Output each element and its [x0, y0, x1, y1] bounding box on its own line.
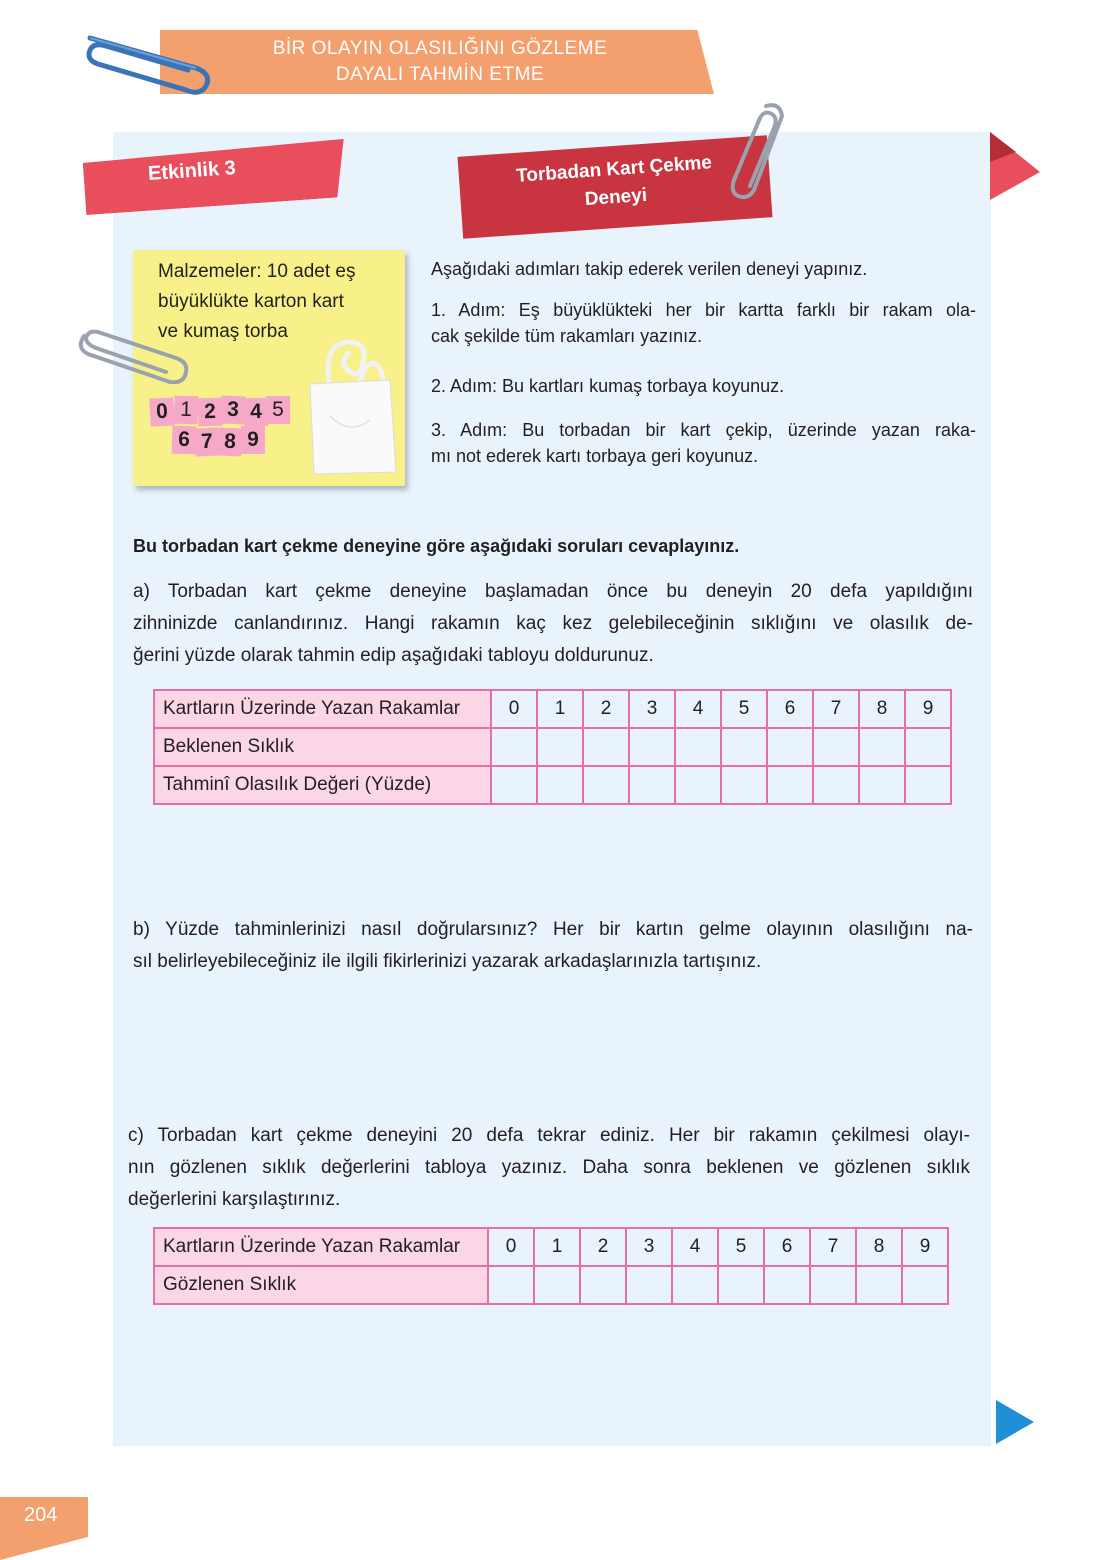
digit-cell: 3: [626, 1228, 672, 1266]
table-row: [154, 728, 951, 766]
number-card: 1: [174, 396, 199, 425]
paperclip-icon: [74, 324, 194, 384]
question-a: [133, 576, 973, 672]
experiment-title-line1: Torbadan Kart Çekme: [515, 152, 713, 187]
materials-text: [158, 257, 398, 347]
answer-cell[interactable]: [491, 728, 537, 766]
section-title: [200, 36, 680, 88]
instructions-step1: [431, 297, 976, 349]
step1-line2: cak şekilde tüm rakamları yazınız.: [431, 326, 703, 346]
digit-cell: 7: [810, 1228, 856, 1266]
instructions-step2: 2. Adım: Bu kartları kumaş torbaya koyunuz.: [431, 376, 785, 396]
digit-cell: 6: [767, 690, 813, 728]
section-title-line2: DAYALI TAHMİN ETME: [335, 64, 545, 85]
answer-cell[interactable]: [856, 1266, 902, 1304]
answer-cell[interactable]: [583, 728, 629, 766]
observed-frequency-label: Gözlenen Sıklık: [154, 1266, 488, 1304]
digit-cell: 3: [629, 690, 675, 728]
expected-frequency-table: [153, 689, 952, 805]
answer-cell[interactable]: [859, 766, 905, 804]
step1-line1: 1. Adım: Eş büyüklükteki her bir kartta farklı bir rakam ola-: [431, 300, 976, 320]
answer-cell[interactable]: [580, 1266, 626, 1304]
answer-cell[interactable]: [537, 728, 583, 766]
digit-cell: 1: [534, 1228, 580, 1266]
activity-tab-label: Etkinlik 3: [147, 156, 237, 186]
question-a-line2: zihninizde canlandırınız. Hangi rakamın kaç kez gelebileceğinin sıklığını ve olasılık de-: [133, 613, 973, 634]
answer-cell[interactable]: [721, 728, 767, 766]
table-row: [154, 1228, 948, 1266]
digit-cell: 6: [764, 1228, 810, 1266]
answer-cell[interactable]: [626, 1266, 672, 1304]
answer-cell[interactable]: [767, 728, 813, 766]
answer-cell[interactable]: [905, 728, 951, 766]
answer-cell[interactable]: [583, 766, 629, 804]
instructions-intro: Aşağıdaki adımları takip ederek verilen deneyi yapınız.: [431, 259, 868, 279]
digit-cell: 7: [813, 690, 859, 728]
estimated-probability-label: Tahminî Olasılık Değeri (Yüzde): [154, 766, 491, 804]
answer-cell[interactable]: [813, 766, 859, 804]
digit-cell: 8: [859, 690, 905, 728]
answer-cell[interactable]: [813, 728, 859, 766]
page-number-tab: [0, 1537, 88, 1560]
number-card: 0: [149, 397, 174, 426]
number-card: 5: [266, 396, 290, 424]
answer-cell[interactable]: [629, 728, 675, 766]
answer-cell[interactable]: [491, 766, 537, 804]
questions-heading: Bu torbadan kart çekme deneyine göre aşağıdaki soruları cevaplayınız.: [133, 536, 740, 556]
table-row: [154, 690, 951, 728]
answer-cell[interactable]: [902, 1266, 948, 1304]
answer-cell[interactable]: [629, 766, 675, 804]
corner-ribbon: [990, 132, 1040, 200]
number-card: 9: [241, 426, 265, 454]
table-row: [154, 766, 951, 804]
question-c: [128, 1120, 970, 1216]
question-c-line1: c) Torbadan kart çekme deneyini 20 defa tekrar ediniz. Her bir rakamın çekilmesi olayı-: [128, 1125, 970, 1146]
digit-cell: 4: [675, 690, 721, 728]
digit-cell: 8: [856, 1228, 902, 1266]
digit-cell: 2: [583, 690, 629, 728]
answer-cell[interactable]: [810, 1266, 856, 1304]
page-number: 204: [0, 1497, 88, 1537]
answer-cell[interactable]: [672, 1266, 718, 1304]
answer-cell[interactable]: [905, 766, 951, 804]
number-card: 8: [217, 427, 242, 456]
next-page-arrow-icon[interactable]: [994, 1400, 1034, 1444]
table-header-cell: Kartların Üzerinde Yazan Rakamlar: [154, 1228, 488, 1266]
answer-cell[interactable]: [764, 1266, 810, 1304]
digit-cell: 0: [491, 690, 537, 728]
digit-cell: 5: [721, 690, 767, 728]
question-b-line1: b) Yüzde tahminlerinizi nasıl doğrularsınız? Her bir kartın gelme olayının olasılığını na-: [133, 919, 973, 940]
question-b-line2: sıl belirleyebileceğiniz ile ilgili fikirlerinizi yazarak arkadaşlarınızla tartışınız.: [133, 951, 762, 972]
answer-cell[interactable]: [718, 1266, 764, 1304]
question-c-line3: değerlerini karşılaştırınız.: [128, 1189, 341, 1210]
number-card: 2: [198, 398, 223, 427]
materials-line3: ve kumaş torba: [158, 321, 288, 342]
instructions-step3: [431, 417, 976, 469]
expected-frequency-label: Beklenen Sıklık: [154, 728, 491, 766]
digit-cell: 1: [537, 690, 583, 728]
digit-cell: 2: [580, 1228, 626, 1266]
digit-cell: 0: [488, 1228, 534, 1266]
step3-line1: 3. Adım: Bu torbadan bir kart çekip, üzerinde yazan raka-: [431, 420, 976, 440]
digit-cell: 5: [718, 1228, 764, 1266]
number-card: 6: [172, 426, 197, 455]
number-card: 7: [194, 427, 219, 456]
number-card: 4: [244, 398, 269, 427]
table-row: [154, 1266, 948, 1304]
paperclip-icon: [78, 24, 218, 96]
digit-cell: 9: [905, 690, 951, 728]
answer-cell[interactable]: [767, 766, 813, 804]
number-card: 3: [220, 395, 245, 424]
section-title-line1: BİR OLAYIN OLASILIĞINI GÖZLEME: [272, 38, 608, 59]
step3-line2: mı not ederek kartı torbaya geri koyunuz.: [431, 446, 759, 466]
digit-cell: 9: [902, 1228, 948, 1266]
table-header-cell: Kartların Üzerinde Yazan Rakamlar: [154, 690, 491, 728]
answer-cell[interactable]: [534, 1266, 580, 1304]
observed-frequency-table: [153, 1227, 949, 1305]
answer-cell[interactable]: [537, 766, 583, 804]
question-c-line2: nın gözlenen sıklık değerlerini tabloya yazınız. Daha sonra beklenen ve gözlenen sıklık: [128, 1157, 970, 1178]
experiment-title-line2: Deneyi: [584, 184, 648, 211]
cloth-bag-icon: [300, 336, 400, 476]
materials-line1: Malzemeler: 10 adet eş: [158, 261, 356, 282]
question-a-line1: a) Torbadan kart çekme deneyine başlamadan önce bu deneyin 20 defa yapıldığını: [133, 581, 973, 602]
paperclip-icon: [720, 100, 790, 200]
materials-line2: büyüklükte karton kart: [158, 291, 344, 312]
question-a-line3: ğerini yüzde olarak tahmin edip aşağıdaki tabloyu doldurunuz.: [133, 645, 654, 666]
digit-cell: 4: [672, 1228, 718, 1266]
answer-cell[interactable]: [675, 728, 721, 766]
answer-cell[interactable]: [859, 728, 905, 766]
answer-cell[interactable]: [721, 766, 767, 804]
answer-cell[interactable]: [488, 1266, 534, 1304]
question-b: [133, 914, 973, 978]
answer-cell[interactable]: [675, 766, 721, 804]
